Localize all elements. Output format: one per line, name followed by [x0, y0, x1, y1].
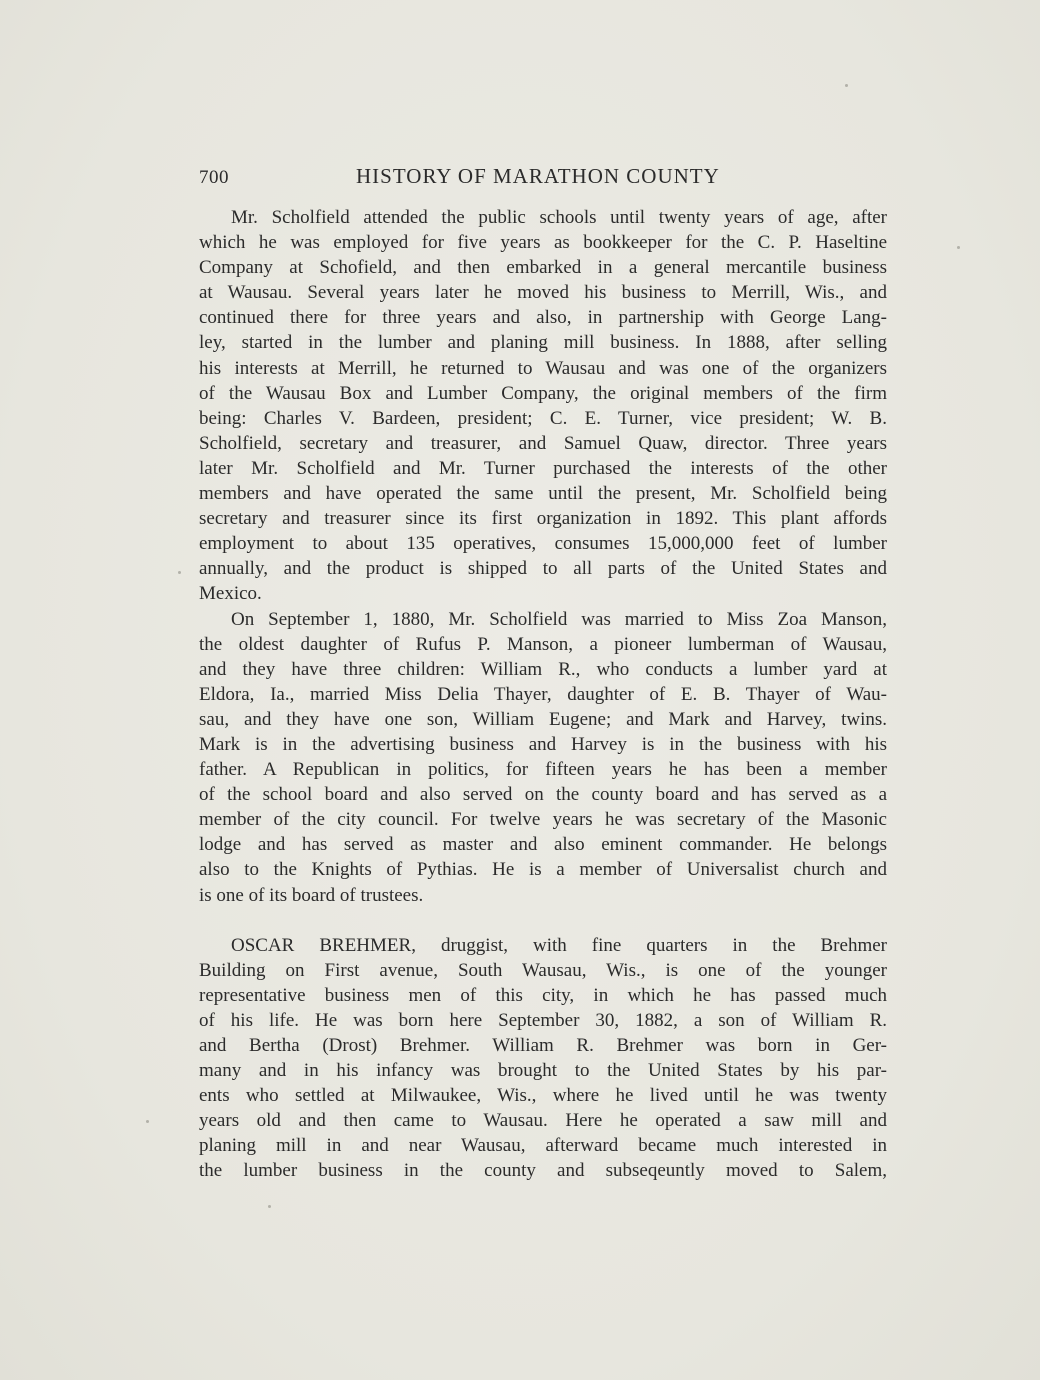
paper-speck — [957, 246, 960, 249]
text-line: employment to about 135 operatives, consumes 15,000,000 feet of lumber — [199, 533, 887, 555]
text-line: and they have three children: William R., who conducts a lumber yard at — [199, 658, 887, 680]
text-line: Mark is in the advertising business and Harvey is in the business with his — [199, 733, 887, 755]
text-line: of the Wausau Box and Lumber Company, the original members of the firm — [199, 382, 887, 404]
text-line: Mexico. — [199, 583, 262, 605]
text-line: Building on First avenue, South Wausau, Wis., is one of the younger — [199, 959, 887, 981]
text-line: Eldora, Ia., married Miss Delia Thayer, daughter of E. B. Thayer of Wau- — [199, 683, 887, 705]
text-line: continued there for three years and also, in partnership with George Lang- — [199, 307, 887, 329]
text-line: which he was employed for five years as bookkeeper for the C. P. Haseltine — [199, 232, 887, 254]
paragraph-scholfield-career — [199, 205, 887, 607]
text-line: members and have operated the same until the present, Mr. Scholfield being — [199, 483, 887, 505]
text-line: his interests at Merrill, he returned to Wausau and was one of the organizers — [199, 357, 887, 379]
text-line: OSCAR BREHMER, druggist, with fine quarters in the Brehmer — [231, 934, 887, 956]
text-line: many and in his infancy was brought to the United States by his par- — [199, 1060, 887, 1082]
text-line: Company at Schofield, and then embarked in a general mercantile business — [199, 257, 887, 279]
text-line: and Bertha (Drost) Brehmer. William R. Brehmer was born in Ger- — [199, 1035, 887, 1056]
paper-speck — [268, 1205, 271, 1208]
text-line: secretary and treasurer since its first organization in 1892. This plant affords — [199, 508, 887, 530]
text-line: of his life. He was born here September 30, 1882, a son of William R. — [199, 1009, 887, 1031]
text-line: sau, and they have one son, William Eugene; and Mark and Harvey, twins. — [199, 708, 887, 730]
section-gap — [199, 908, 887, 933]
paragraph-oscar-brehmer — [199, 933, 887, 1184]
text-line: ents who settled at Milwaukee, Wis., where he lived until he was twenty — [199, 1085, 887, 1107]
text-line: representative business men of this city, in which he has passed much — [199, 984, 887, 1006]
page-header — [199, 164, 889, 194]
text-line: planing mill in and near Wausau, afterward became much interested in — [199, 1135, 887, 1157]
text-line: also to the Knights of Pythias. He is a member of Universalist church and — [199, 859, 887, 881]
text-line: the lumber business in the county and subseqeuntly moved to Salem, — [199, 1160, 887, 1182]
text-line: of the school board and also served on the county board and has served as a — [199, 784, 887, 806]
text-line: years old and then came to Wausau. Here he operated a saw mill and — [199, 1110, 887, 1132]
paper-speck — [845, 84, 848, 87]
text-line: lodge and has served as master and also eminent commander. He belongs — [199, 834, 887, 856]
text-line: Scholfield, secretary and treasurer, and Samuel Quaw, director. Three years — [199, 432, 887, 454]
paper-speck — [178, 571, 181, 574]
paragraph-scholfield-family — [199, 607, 887, 908]
text-line: member of the city council. For twelve years he was secretary of the Masonic — [199, 809, 887, 831]
paper-speck — [146, 1120, 149, 1123]
running-title: HISTORY OF MARATHON COUNTY — [356, 164, 720, 188]
text-line: Mr. Scholfield attended the public schools until twenty years of age, after — [231, 207, 887, 228]
text-line: at Wausau. Several years later he moved his business to Merrill, Wis., and — [199, 282, 887, 304]
text-line: ley, started in the lumber and planing mill business. In 1888, after selling — [199, 332, 887, 354]
text-line: the oldest daughter of Rufus P. Manson, a pioneer lumberman of Wausau, — [199, 633, 887, 655]
page-number: 700 — [199, 167, 229, 188]
text-line: father. A Republican in politics, for fifteen years he has been a member — [199, 759, 887, 781]
text-line: later Mr. Scholfield and Mr. Turner purchased the interests of the other — [199, 457, 887, 479]
text-line: being: Charles V. Bardeen, president; C. E. Turner, vice president; W. B. — [199, 407, 887, 429]
text-line: annually, and the product is shipped to all parts of the United States and — [199, 558, 887, 580]
text-line: is one of its board of trustees. — [199, 884, 424, 906]
body-text — [199, 205, 887, 1184]
text-line: On September 1, 1880, Mr. Scholfield was married to Miss Zoa Manson, — [231, 608, 887, 630]
